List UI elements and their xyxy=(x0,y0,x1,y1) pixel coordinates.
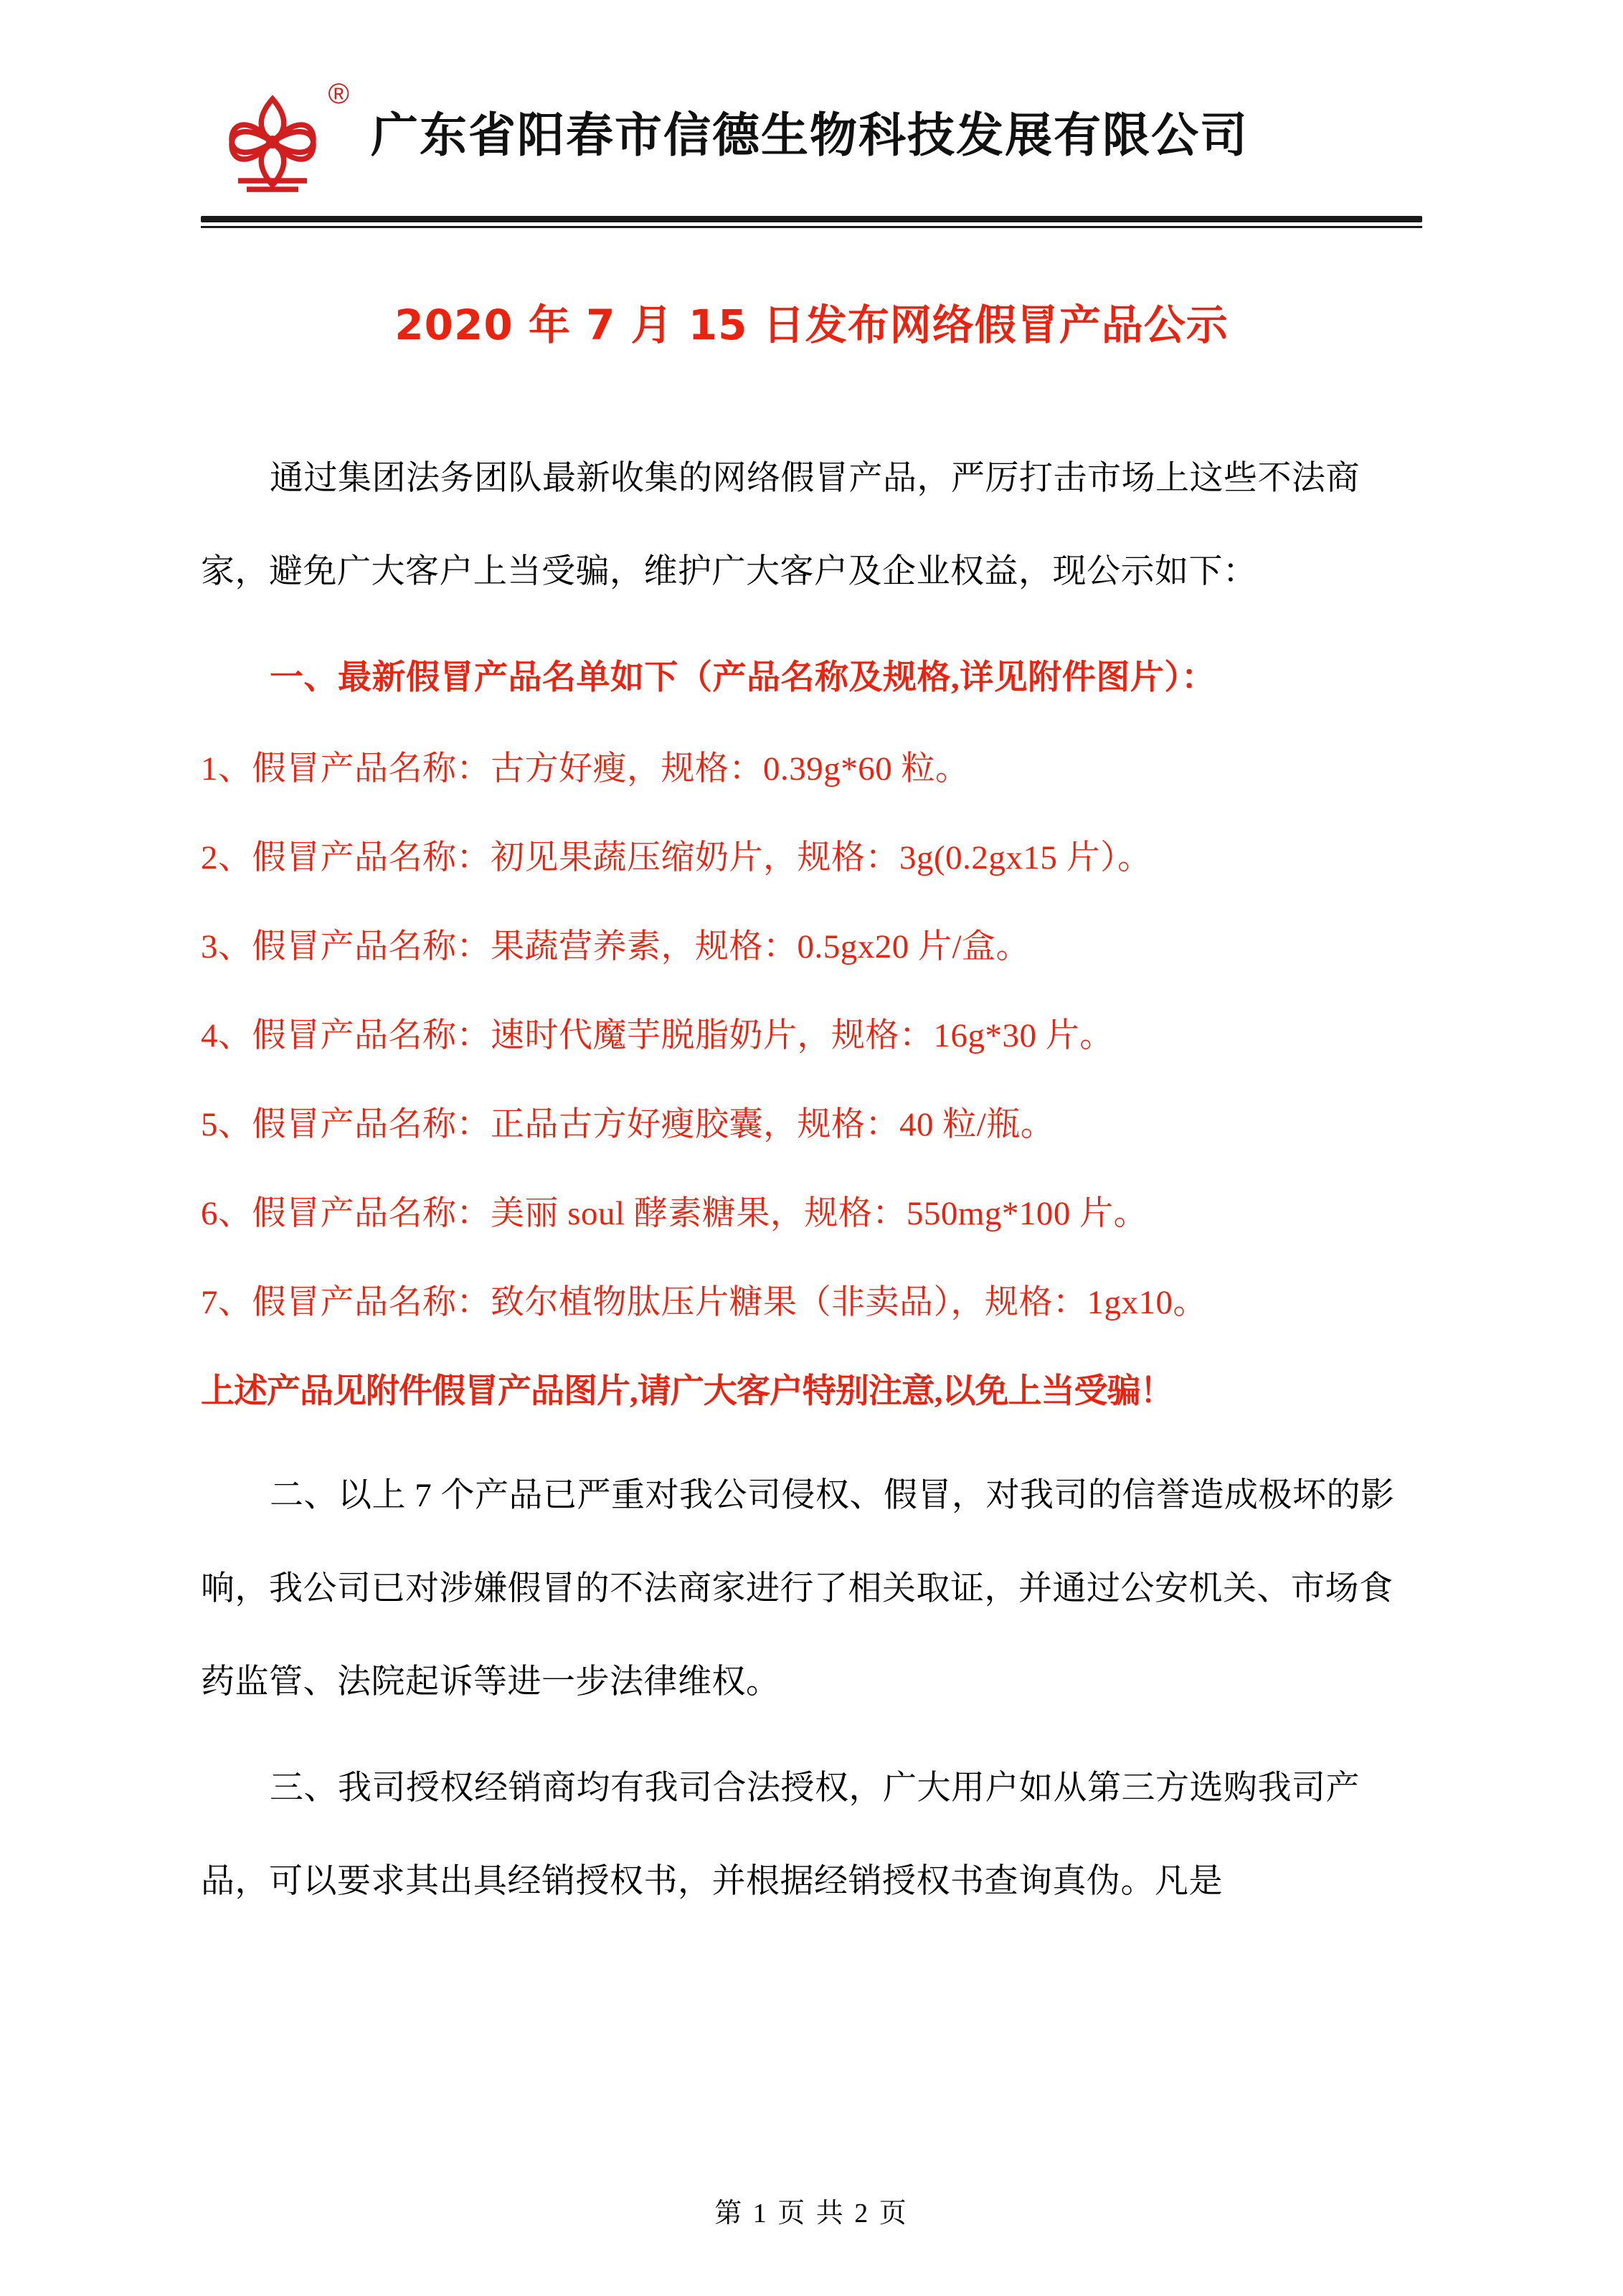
list-item: 1、假冒产品名称：古方好瘦，规格：0.39g*60 粒。 xyxy=(201,750,970,788)
page-footer: 第 1 页 共 2 页 xyxy=(714,2198,909,2229)
section-two-paragraph: 二、以上 7 个产品已严重对我公司侵权、假冒，对我司的信誉造成极坏的影响，我公司已对涉嫌假冒的不法商家进行了相关取证，并通过公安机关、市场食药监管、法院起诉等进一步法律维权。 xyxy=(201,1477,1395,1701)
registered-trademark-icon: ® xyxy=(328,78,349,110)
list-item: 6、假冒产品名称：美丽 soul 酵素糖果，规格：550mg*100 片。 xyxy=(201,1195,1148,1232)
warning-notice: 上述产品见附件假冒产品图片,请广大客户特别注意,以免上当受骗！ xyxy=(201,1373,1173,1410)
document-title: 2020 年 7 月 15 日发布网络假冒产品公示 xyxy=(394,301,1229,349)
company-name: 广东省阳春市信德生物科技发展有限公司 xyxy=(371,107,1249,163)
document-body xyxy=(201,432,1422,1928)
list-item: 4、假冒产品名称：速时代魔芋脱脂奶片，规格：16g*30 片。 xyxy=(201,1017,1114,1054)
list-item: 7、假冒产品名称：致尔植物肽压片糖果（非卖品），规格：1gx10。 xyxy=(201,1284,1207,1321)
intro-paragraph: 通过集团法务团队最新收集的网络假冒产品，严厉打击市场上这些不法商家，避免广大客户上当受骗，维护广大客户及企业权益，现公示如下： xyxy=(201,460,1360,590)
list-item: 3、假冒产品名称：果蔬营养素，规格：0.5gx20 片/盒。 xyxy=(201,928,1031,965)
section-three-paragraph: 三、我司授权经销商均有我司合法授权，广大用户如从第三方选购我司产品，可以要求其出具经销授权书，并根据经销授权书查询真伪。凡是 xyxy=(201,1770,1360,1900)
header-divider-thin xyxy=(201,226,1422,228)
section-one-heading: 一、最新假冒产品名单如下（产品名称及规格,详见附件图片）： xyxy=(270,659,1216,696)
header-divider-thick xyxy=(201,216,1422,222)
company-logo xyxy=(201,68,355,197)
list-item: 2、假冒产品名称：初见果蔬压缩奶片，规格：3g(0.2gx15 片）。 xyxy=(201,839,1152,877)
flower-logo-icon xyxy=(208,88,337,196)
list-item: 5、假冒产品名称：正品古方好瘦胶囊，规格：40 粒/瓶。 xyxy=(201,1106,1055,1143)
letterhead xyxy=(201,0,1422,197)
